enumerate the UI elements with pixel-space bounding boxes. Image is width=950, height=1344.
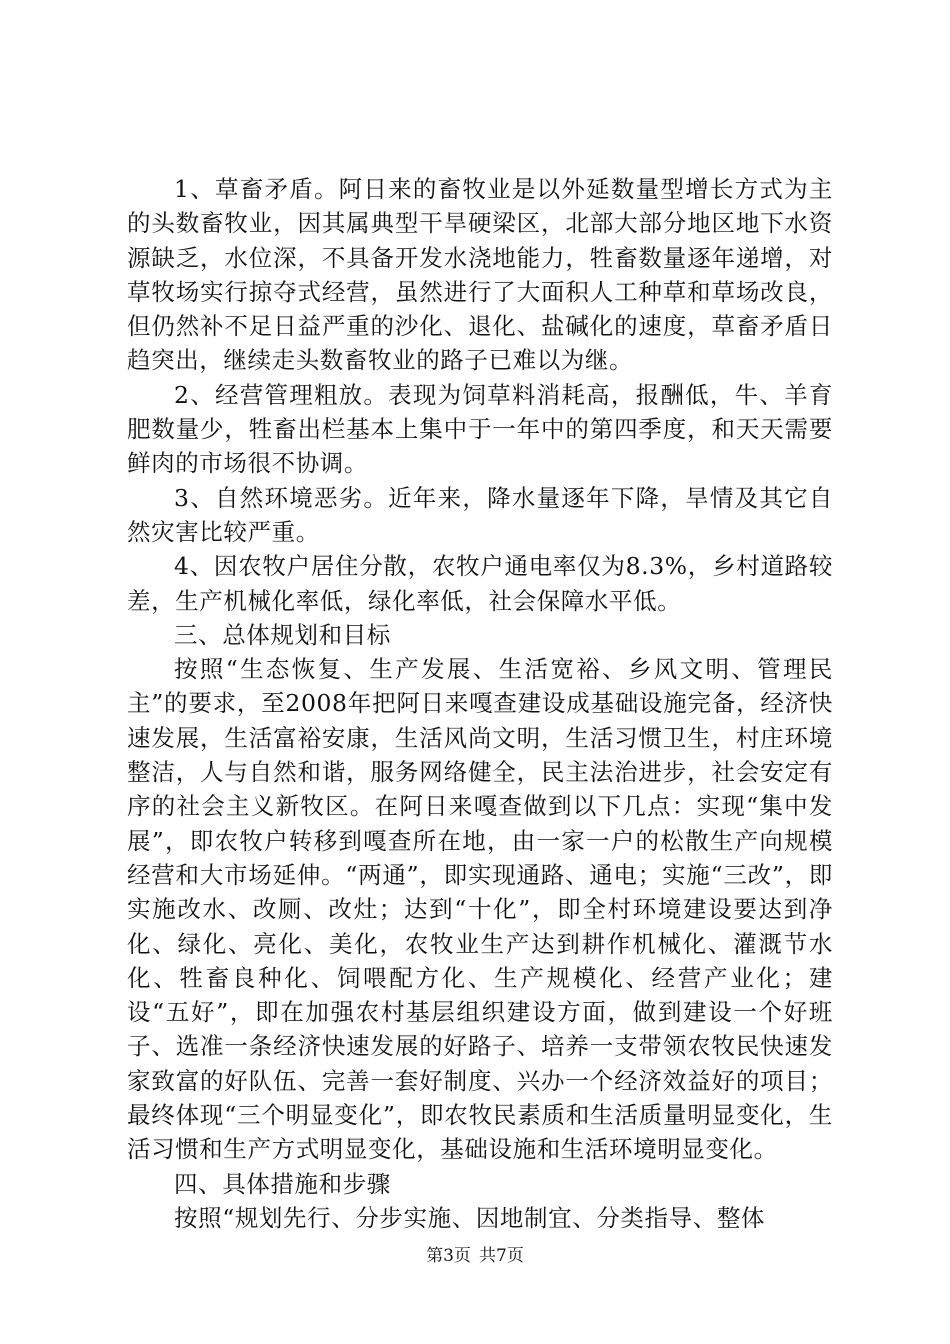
paragraph-scattered-households: 4、因农牧户居住分散，农牧户通电率仅为8.3%，乡村道路较差，生产机械化率低，绿化率低，社会保障水平低。 (127, 552, 833, 615)
section-heading-measures-steps: 四、具体措施和步骤 (174, 1169, 391, 1198)
page-footer (0, 1245, 950, 1267)
paragraph-grass-livestock-conflict: 1、草畜矛盾。阿日来的畜牧业是以外延数量型增长方式为主的头数畜牧业，因其属典型干旱硬梁区，北部大部分地区地下水资源缺乏，水位深，不具备开发水浇地能力，牲畜数量逐年递增，对草牧场实行掠夺式经营，虽然进行了大面积人工种草和草场改良，但仍然补不足日益严重的沙化、退化、盐碱化的速度，草畜矛盾日趋突出，继续走头数畜牧业的路子已难以为继。 (127, 175, 833, 375)
section-heading-planning-goals: 三、总体规划和目标 (174, 620, 391, 649)
page-total: 共7页 (479, 1246, 524, 1266)
paragraph-extensive-management: 2、经营管理粗放。表现为饲草料消耗高，报酬低，牛、羊育肥数量少，牲畜出栏基本上集中于一年中的第四季度，和天天需要鲜肉的市场很不协调。 (127, 380, 833, 478)
page-number: 第3页 (426, 1246, 471, 1266)
paragraph-harsh-environment: 3、自然环境恶劣。近年来，降水量逐年下降，旱情及其它自然灾害比较严重。 (127, 483, 833, 546)
paragraph-planning-goals: 按照“生态恢复、生产发展、生活宽裕、乡风文明、管理民主”的要求，至2008年把阿日来嘎查建设成基础设施完备，经济快速发展，生活富裕安康，生活风尚文明，生活习惯卫生，村庄环境整洁，人与自然和谐，服务网络健全，民主法治进步，社会安定有序的社会主义新牧区。在阿日来嘎查做到以下几点：实现“集中发展”，即农牧户转移到嘎查所在地，由一家一户的松散生产向规模经营和大市场延伸。“两通”，即实现通路、通电；实施“三改”，即实施改水、改厕、改灶；达到“十化”，即全村环境建设要达到净化、绿化、亮化、美化，农牧业生产达到耕作机械化、灌溉节水化、牲畜良种化、饲喂配方化、生产规模化、经营产业化；建设“五好”，即在加强农村基层组织建设方面，做到建设一个好班子、选准一条经济快速发展的好路子、培养一支带领农牧民快速发家致富的好队伍、完善一套好制度、兴办一个经济效益好的项目；最终体现“三个明显变化”，即农牧民素质和生活质量明显变化，生活习惯和生产方式明显变化，基础设施和生活环境明显变化。 (127, 655, 833, 1164)
document-body (127, 172, 833, 1235)
paragraph-measures-steps: 按照“规划先行、分步实施、因地制宜、分类指导、整体 (174, 1203, 766, 1232)
